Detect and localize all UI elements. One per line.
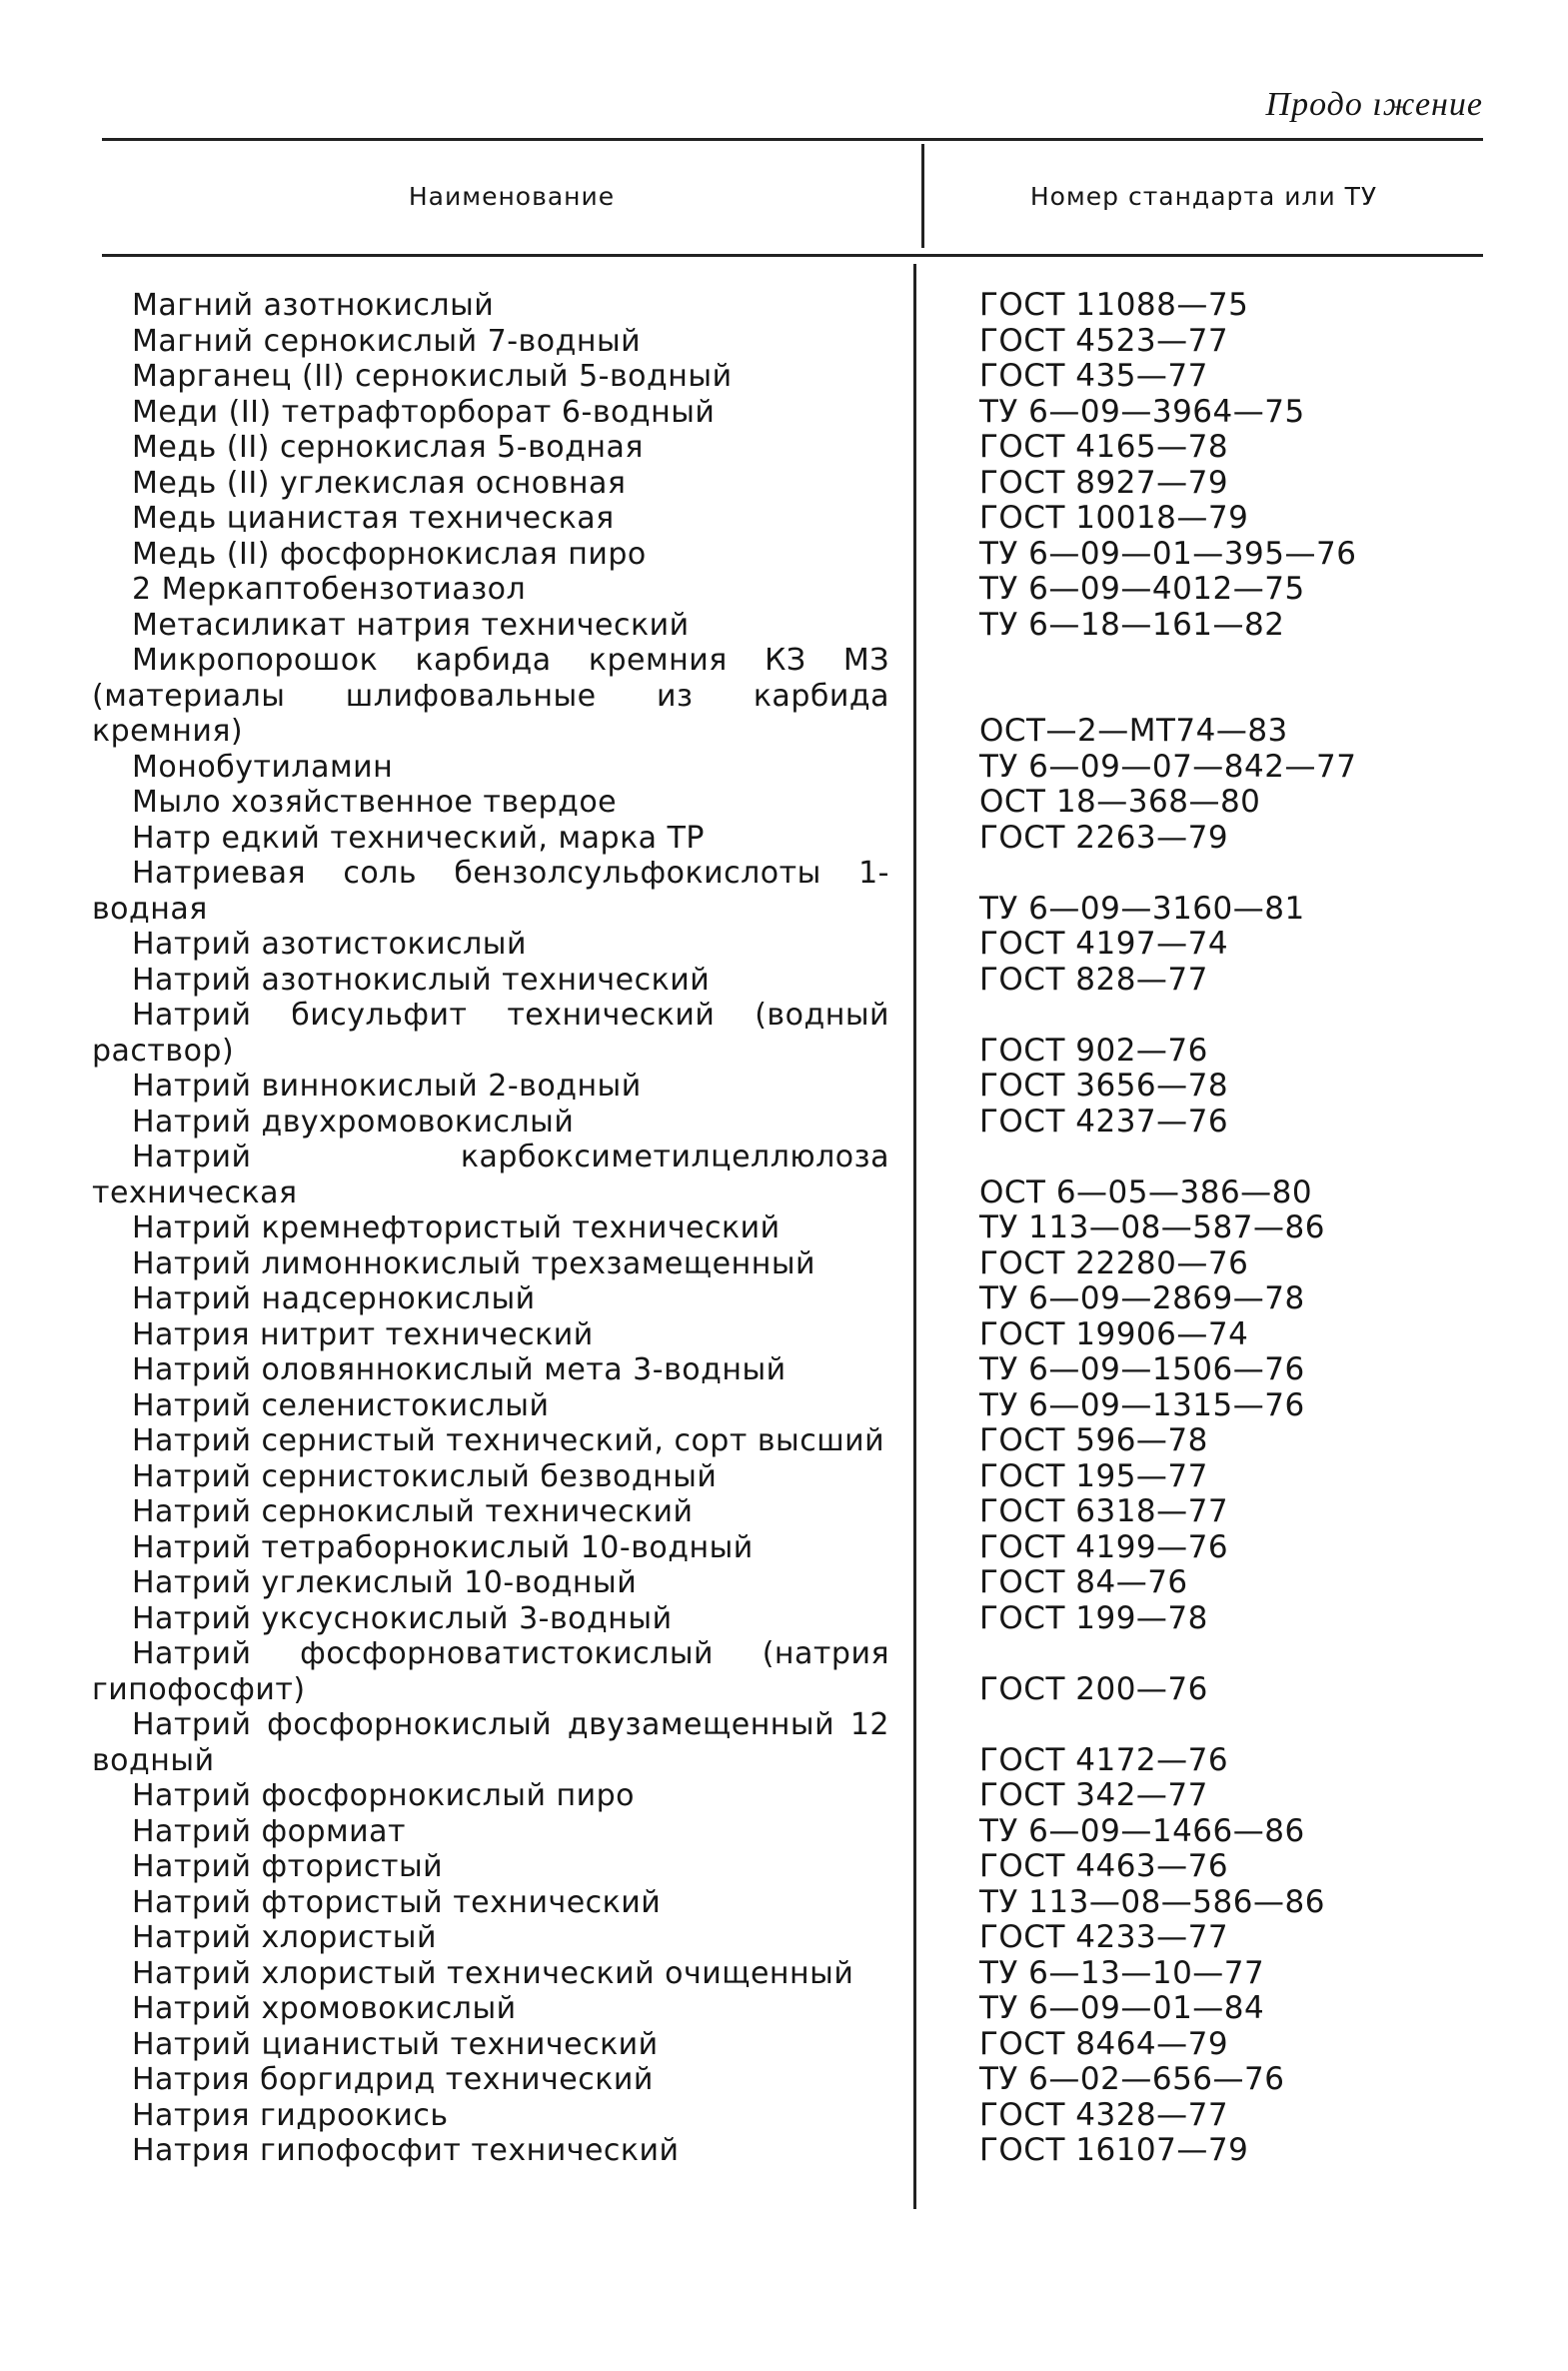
standard-number: ТУ 6—09—3964—75 [979, 393, 1305, 430]
item-name: Натрий лимоннокислый трехзамещенный [132, 1245, 816, 1281]
standard-number: ГОСТ 200—76 [979, 1670, 1208, 1707]
standard-number: ГОСТ 4197—74 [979, 926, 1229, 962]
table-row [0, 1388, 1568, 1424]
table-row [0, 1494, 1568, 1530]
standard-number: ТУ 6—09—4012—75 [979, 571, 1305, 607]
standard-number: ТУ 113—08—586—86 [979, 1883, 1325, 1920]
item-name: Натрий сернистый технический, сорт высший [132, 1423, 885, 1458]
table-row [0, 1459, 1568, 1495]
table-row [0, 785, 1568, 821]
item-name: Медь (II) сернокислая 5-водная [132, 430, 644, 465]
item-name: Натрий фтористый [132, 1849, 444, 1884]
item-name: Мыло хозяйственное твердое [132, 785, 618, 820]
continuation-label: Продо ıжение [1265, 86, 1483, 123]
table-row [0, 1565, 1568, 1601]
standard-number: ГОСТ 8927—79 [979, 464, 1229, 501]
standard-number: ТУ 6—09—1315—76 [979, 1386, 1305, 1423]
table-row [0, 2133, 1568, 2169]
table-top-rule [102, 138, 1483, 141]
table-row [0, 572, 1568, 608]
item-name: Натрий фосфорнокислый пиро [132, 1778, 636, 1813]
item-name: 2 Меркаптобензотиазол [132, 572, 527, 607]
standard-number: ГОСТ 828—77 [979, 961, 1208, 998]
standard-number: ОСТ 6—05—386—80 [979, 1174, 1313, 1210]
standard-number: ГОСТ 435—77 [979, 358, 1208, 394]
table-row [0, 1069, 1568, 1105]
standard-number: ТУ 6—09—1506—76 [979, 1351, 1305, 1387]
standard-number: ГОСТ 4233—77 [979, 1919, 1229, 1955]
standard-number: ОСТ—2—МТ74—83 [979, 713, 1288, 749]
table-row [0, 1636, 1568, 1707]
standard-number: ГОСТ 2263—79 [979, 819, 1229, 856]
item-name: Натрия боргидрид технический [132, 2062, 654, 2097]
item-name: Метасиликат натрия технический [132, 607, 690, 643]
table-row [0, 430, 1568, 466]
table-row [0, 359, 1568, 395]
table-row [0, 1956, 1568, 1992]
standard-number: ГОСТ 4463—76 [979, 1848, 1229, 1884]
item-name: Монобутиламин [132, 749, 394, 785]
standard-number: ГОСТ 4237—76 [979, 1103, 1229, 1140]
standard-number: ГОСТ 19906—74 [979, 1315, 1249, 1352]
standard-number: ТУ 6—13—10—77 [979, 1954, 1265, 1991]
table-row [0, 537, 1568, 573]
table-row [0, 2062, 1568, 2098]
table-row [0, 750, 1568, 786]
table-row [0, 856, 1568, 927]
table-row [0, 324, 1568, 360]
standard-number: ТУ 6—09—2869—78 [979, 1280, 1305, 1316]
table-row [0, 2098, 1568, 2134]
table-row [0, 1601, 1568, 1637]
item-name: Натрий селенистокислый [132, 1387, 550, 1423]
item-name: Натрий хромовокислый [132, 1991, 517, 2026]
table-body [0, 288, 1568, 2169]
item-name: Натрий кремнефтористый технический [132, 1210, 781, 1245]
standard-number: ТУ 6—09—07—842—77 [979, 748, 1357, 785]
table-row [0, 1991, 1568, 2027]
item-name: Марганец (II) сернокислый 5-водный [132, 359, 733, 394]
item-name: Натрий хлористый [132, 1920, 437, 1955]
standard-number: ГОСТ 84—76 [979, 1564, 1188, 1600]
standard-number: ГОСТ 199—78 [979, 1599, 1208, 1636]
standard-number: ГОСТ 596—78 [979, 1422, 1208, 1458]
item-name: Микропорошок карбида кремния КЗ МЗ (материалы шлифовальные из карбида кремния) [92, 643, 889, 749]
standard-number: ТУ 6—09—01—84 [979, 1990, 1265, 2026]
standard-number: ГОСТ 3656—78 [979, 1068, 1229, 1104]
table-row [0, 1352, 1568, 1388]
item-name: Натрий уксуснокислый 3-водный [132, 1600, 673, 1636]
item-name: Натрий сернокислый технический [132, 1494, 694, 1529]
item-name: Натрий азотнокислый технический [132, 962, 711, 998]
item-name: Натр едкий технический, марка ТР [132, 820, 706, 856]
standard-number: ГОСТ 10018—79 [979, 500, 1249, 536]
standard-number: ТУ 6—18—161—82 [979, 606, 1285, 643]
item-name: Натрий углекислый 10-водный [132, 1565, 638, 1600]
standard-number: ТУ 6—09—01—395—76 [979, 535, 1357, 572]
column-header-name: Наименование [408, 182, 616, 211]
standard-number: ГОСТ 342—77 [979, 1777, 1208, 1813]
standard-number: ТУ 6—09—1466—86 [979, 1812, 1305, 1849]
table-row [0, 927, 1568, 963]
table-row [0, 1814, 1568, 1850]
table-row [0, 1778, 1568, 1814]
item-name: Натрий двухромовокислый [132, 1104, 575, 1140]
item-name: Натрия гипофосфит технический [132, 2133, 680, 2168]
item-name: Медь (II) фосфорнокислая пиро [132, 536, 647, 572]
header-bottom-rule [102, 254, 1483, 257]
standard-number: ГОСТ 4165—78 [979, 429, 1229, 465]
standard-number: ГОСТ 902—76 [979, 1032, 1208, 1069]
standard-number: ТУ 6—02—656—76 [979, 2061, 1285, 2097]
standard-number: ГОСТ 4172—76 [979, 1741, 1229, 1778]
table-row [0, 1210, 1568, 1246]
item-name: Натрий тетраборнокислый 10-водный [132, 1529, 754, 1565]
table-row [0, 1105, 1568, 1141]
table-row [0, 1849, 1568, 1885]
standard-number: ГОСТ 16107—79 [979, 2132, 1249, 2168]
item-name: Натрий бисульфит технический (водный раствор) [92, 998, 889, 1069]
item-name: Медь цианистая техническая [132, 501, 615, 536]
table-row [0, 1530, 1568, 1566]
table-row [0, 963, 1568, 999]
table-row [0, 1281, 1568, 1317]
table-row [0, 288, 1568, 324]
table-row [0, 643, 1568, 750]
column-header-standard: Номер стандарта или ТУ [1029, 182, 1378, 211]
table-row [0, 1423, 1568, 1459]
table-row [0, 2027, 1568, 2063]
item-name: Натрий формиат [132, 1813, 407, 1849]
table-row [0, 1885, 1568, 1921]
standard-number: ОСТ 18—368—80 [979, 784, 1261, 820]
item-name: Медь (II) углекислая основная [132, 465, 627, 501]
item-name: Натрий виннокислый 2-водный [132, 1069, 642, 1104]
item-name: Магний азотнокислый [132, 288, 495, 323]
item-name: Натрий фосфорноватистокислый (натрия гипофосфит) [92, 1636, 889, 1707]
table-row [0, 501, 1568, 537]
table-row [0, 998, 1568, 1069]
table-row [0, 821, 1568, 857]
standard-number: ГОСТ 195—77 [979, 1457, 1208, 1494]
standard-number: ГОСТ 8464—79 [979, 2025, 1229, 2062]
standard-number: ТУ 6—09—3160—81 [979, 890, 1305, 927]
item-name: Натрий надсернокислый [132, 1281, 536, 1316]
table-row [0, 1707, 1568, 1778]
item-name: Меди (II) тетрафторборат 6-водный [132, 394, 716, 430]
table-row [0, 1140, 1568, 1210]
item-name: Магний сернокислый 7-водный [132, 323, 642, 359]
table-row [0, 1920, 1568, 1956]
item-name: Натрий фосфорнокислый двузамещенный 12 водный [92, 1707, 889, 1778]
standard-number: ГОСТ 6318—77 [979, 1493, 1229, 1529]
standard-number: ТУ 113—08—587—86 [979, 1209, 1325, 1245]
standard-number: ГОСТ 11088—75 [979, 287, 1249, 323]
item-name: Натрий цианистый технический [132, 2026, 659, 2062]
item-name: Натрий сернистокислый безводный [132, 1458, 718, 1494]
table-row [0, 466, 1568, 502]
standard-number: ГОСТ 4523—77 [979, 322, 1229, 359]
table-row [0, 608, 1568, 644]
item-name: Натрия нитрит технический [132, 1316, 594, 1352]
table-row [0, 1317, 1568, 1353]
table-row [0, 395, 1568, 431]
standard-number: ГОСТ 4199—76 [979, 1528, 1229, 1565]
item-name: Натрий фтористый технический [132, 1884, 662, 1920]
item-name: Натрий хлористый технический очищенный [132, 1955, 854, 1991]
standard-number: ГОСТ 22280—76 [979, 1244, 1249, 1281]
item-name: Натриевая соль бензолсульфокислоты 1-водная [92, 856, 889, 927]
item-name: Натрия гидроокись [132, 2097, 449, 2133]
item-name: Натрий карбоксиметилцеллюлоза техническая [92, 1140, 889, 1210]
item-name: Натрий оловяннокислый мета 3-водный [132, 1352, 786, 1387]
standard-number: ГОСТ 4328—77 [979, 2096, 1229, 2133]
table-row [0, 1246, 1568, 1282]
item-name: Натрий азотистокислый [132, 927, 527, 962]
